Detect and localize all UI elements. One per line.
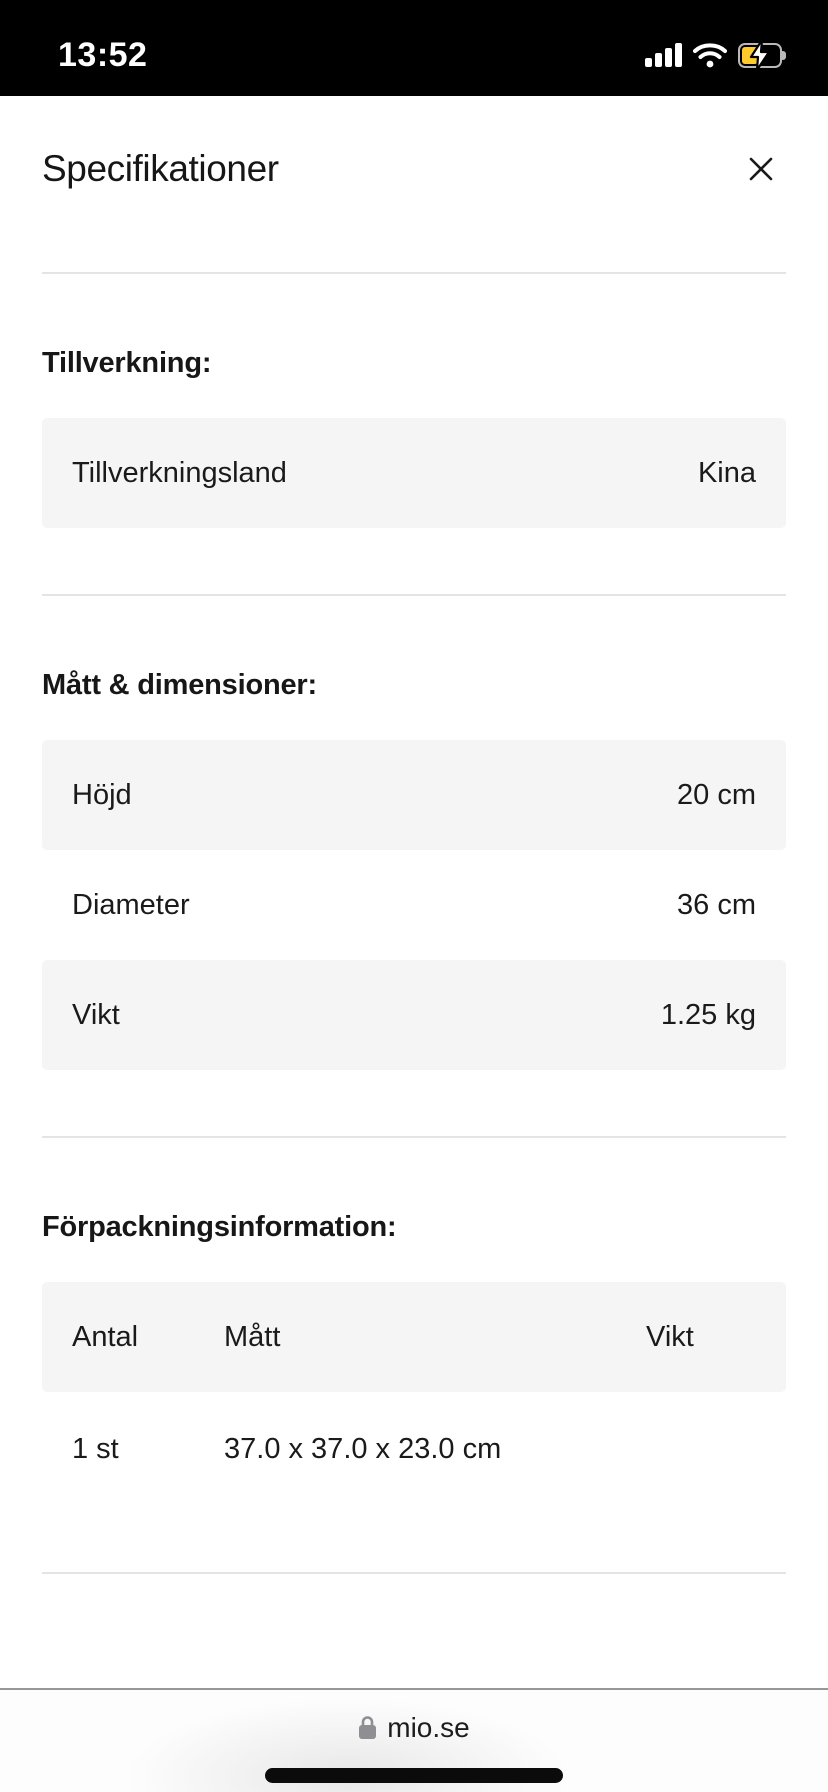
url-domain: mio.se [387, 1712, 470, 1743]
safari-bottom-bar [0, 1688, 828, 1792]
charging-bolt-icon [749, 40, 771, 70]
spec-rows [42, 418, 786, 528]
sheet-header [0, 147, 828, 191]
divider [42, 594, 786, 596]
divider [42, 1136, 786, 1138]
table-row [42, 1392, 786, 1506]
status-icons [645, 43, 788, 68]
table-header-row [42, 1282, 786, 1392]
spec-value: Kina [697, 456, 756, 489]
divider [42, 1572, 786, 1574]
spec-rows [42, 740, 786, 1070]
spec-value: 36 cm [677, 888, 756, 921]
spec-row-hojd [42, 740, 786, 850]
column-header-antal: Antal [72, 1320, 139, 1353]
column-header-matt: Mått [224, 1320, 281, 1353]
section-heading: Förpackningsinformation: [42, 1211, 397, 1243]
spec-label: Vikt [72, 998, 120, 1031]
spec-row-vikt [42, 960, 786, 1070]
packaging-table [42, 1282, 786, 1506]
cellular-signal-icon [645, 43, 682, 67]
wifi-icon [693, 43, 727, 68]
section-forpackningsinformation [0, 1210, 828, 1506]
page-title: Specifikationer [42, 148, 279, 189]
section-heading: Tillverkning: [42, 347, 212, 379]
specifications-sheet [0, 147, 828, 1574]
status-bar [0, 0, 828, 96]
close-icon [746, 154, 776, 184]
spec-label: Diameter [72, 888, 190, 921]
home-indicator[interactable] [265, 1768, 563, 1783]
section-matt-dimensioner [0, 668, 828, 1070]
spec-label: Tillverkningsland [72, 456, 287, 489]
close-button[interactable] [744, 152, 778, 186]
cell-matt: 37.0 x 37.0 x 23.0 cm [224, 1432, 502, 1465]
spec-row-diameter [42, 850, 786, 960]
spec-row-tillverkningsland [42, 418, 786, 528]
section-tillverkning [0, 346, 828, 528]
address-bar[interactable] [0, 1712, 828, 1744]
spec-value: 20 cm [677, 778, 756, 811]
cell-antal: 1 st [72, 1432, 119, 1465]
section-heading: Mått & dimensioner: [42, 669, 317, 701]
spec-value: 1.25 kg [660, 998, 756, 1031]
column-header-vikt: Vikt [646, 1320, 694, 1353]
status-time: 13:52 [58, 35, 148, 74]
battery-charging-icon [738, 43, 788, 68]
spec-label: Höjd [72, 778, 132, 811]
lock-icon [358, 1715, 377, 1741]
divider [42, 272, 786, 274]
